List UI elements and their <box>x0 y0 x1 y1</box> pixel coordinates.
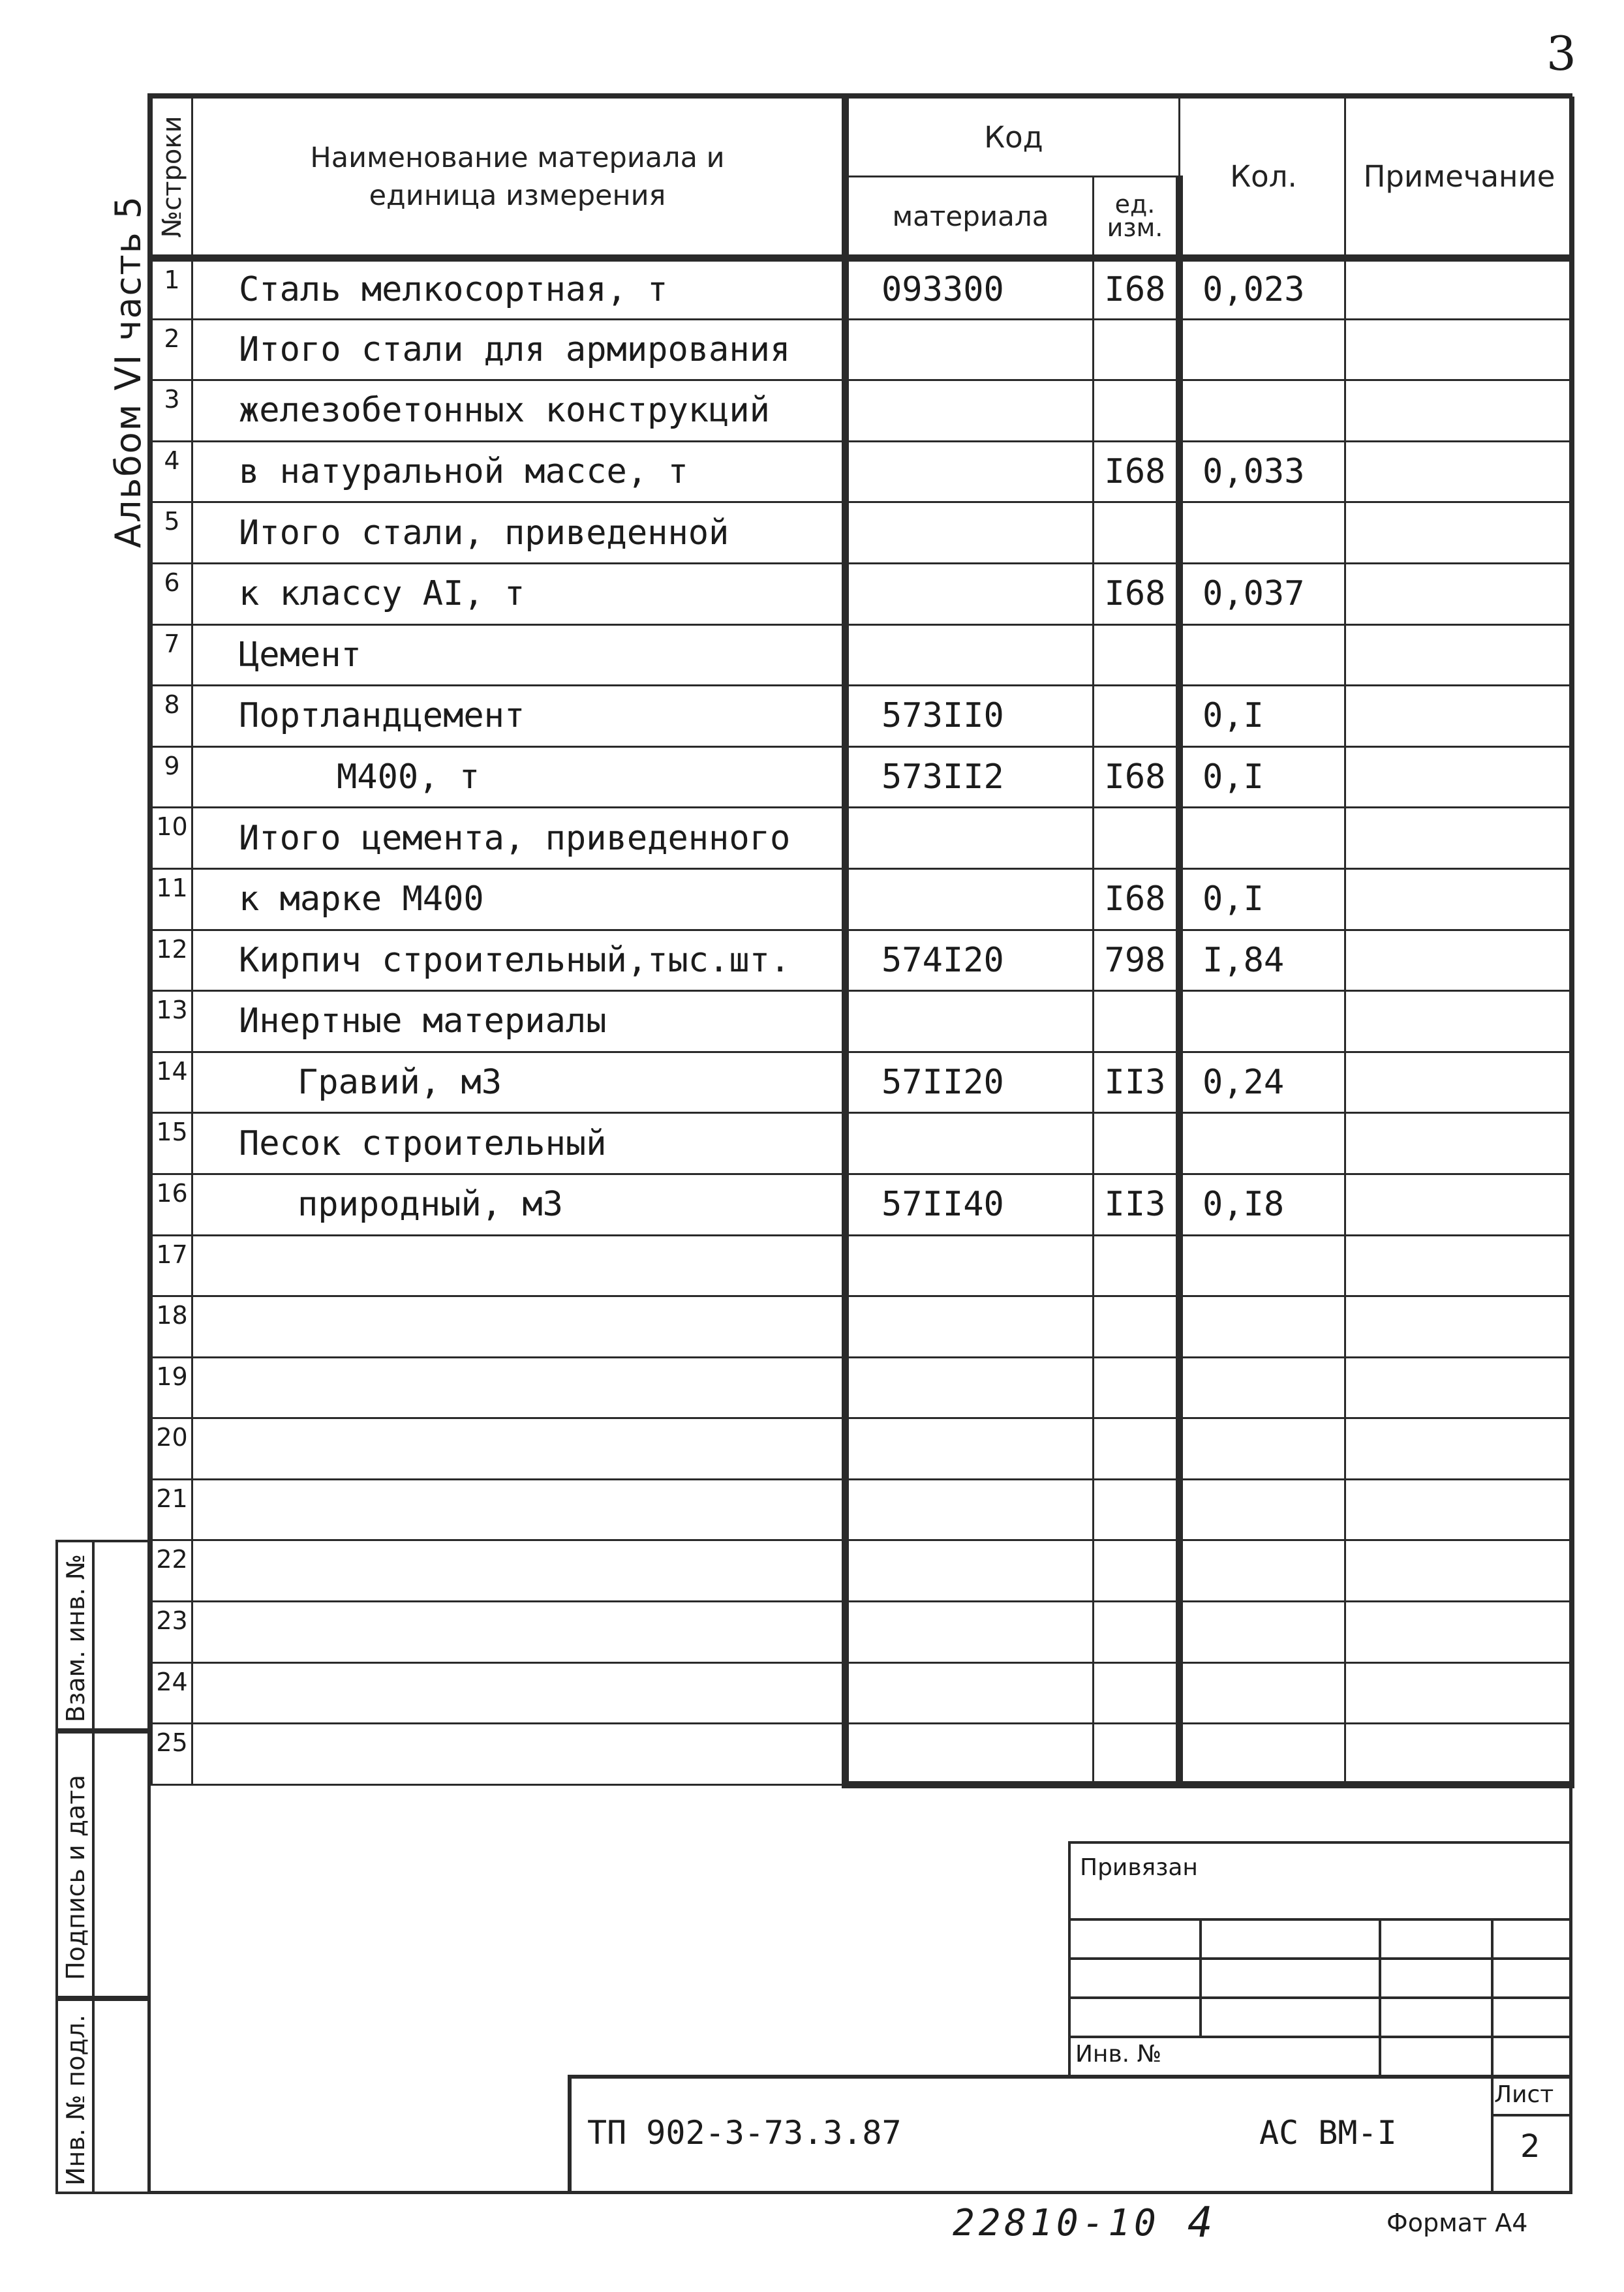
header-unit-code: ед. изм. <box>1094 177 1180 258</box>
material-name-cell <box>192 1418 846 1480</box>
table-row <box>152 808 1574 869</box>
unit-code-cell <box>1094 991 1180 1052</box>
album-label: Альбом VI часть 5 <box>108 194 149 548</box>
material-code-cell <box>846 502 1094 564</box>
unit-code-cell <box>1094 1357 1180 1418</box>
header-note: Примечание <box>1345 98 1574 258</box>
material-code-cell <box>846 1540 1094 1602</box>
header-name-line2: единица измерения <box>369 179 666 212</box>
header-material-code: материала <box>846 177 1094 258</box>
quantity-cell: 0,I <box>1180 868 1345 930</box>
row-number-cell: 24 <box>152 1662 192 1724</box>
quantity-cell: 0,023 <box>1180 258 1345 320</box>
list-number: 2 <box>1520 2128 1540 2165</box>
quantity-cell: 0,24 <box>1180 1052 1345 1113</box>
material-code-cell <box>846 1724 1094 1785</box>
note-cell <box>1345 319 1574 380</box>
header-name <box>192 98 846 258</box>
row-number-cell: 16 <box>152 1174 192 1235</box>
quantity-cell <box>1180 1418 1345 1480</box>
header-row-no: №строки <box>152 98 192 258</box>
material-code-cell <box>846 380 1094 442</box>
inv-no-label: Инв. № <box>1075 2041 1162 2068</box>
row-number-cell: 6 <box>152 563 192 624</box>
material-name-cell: Сталь мелкосортная, т <box>192 258 846 320</box>
table-row <box>152 1724 1574 1785</box>
quantity-cell <box>1180 1357 1345 1418</box>
quantity-cell <box>1180 1235 1345 1296</box>
material-code-cell <box>846 1357 1094 1418</box>
table-row <box>152 1418 1574 1480</box>
unit-code-cell <box>1094 1235 1180 1296</box>
table-row <box>152 380 1574 442</box>
row-number-cell: 20 <box>152 1418 192 1480</box>
unit-code-cell: I68 <box>1094 868 1180 930</box>
note-cell <box>1345 1296 1574 1358</box>
note-cell <box>1345 1052 1574 1113</box>
note-cell <box>1345 1357 1574 1418</box>
material-code-cell: 574I20 <box>846 930 1094 991</box>
material-name-cell <box>192 1357 846 1418</box>
unit-code-cell: I68 <box>1094 258 1180 320</box>
unit-code-cell <box>1094 1540 1180 1602</box>
note-cell <box>1345 258 1574 320</box>
table-row <box>152 1662 1574 1724</box>
table-row <box>152 1235 1574 1296</box>
material-code-cell <box>846 991 1094 1052</box>
row-number-cell: 1 <box>152 258 192 320</box>
note-cell <box>1345 1235 1574 1296</box>
header-name-line1: Наименование материала и <box>310 141 725 174</box>
note-cell <box>1345 1418 1574 1480</box>
unit-code-cell: 798 <box>1094 930 1180 991</box>
table-row <box>152 686 1574 747</box>
note-cell <box>1345 1113 1574 1174</box>
material-name-cell: Портландцемент <box>192 686 846 747</box>
table-row <box>152 624 1574 686</box>
material-name-cell: Цемент <box>192 624 846 686</box>
note-cell <box>1345 868 1574 930</box>
quantity-cell <box>1180 1724 1345 1785</box>
table-row <box>152 502 1574 564</box>
material-code-cell: 093300 <box>846 258 1094 320</box>
unit-code-cell <box>1094 1479 1180 1540</box>
material-code-cell: 573II2 <box>846 746 1094 808</box>
document-code: ТП 902-3-73.3.87 <box>587 2114 902 2152</box>
row-number-cell: 23 <box>152 1602 192 1663</box>
row-number-cell: 9 <box>152 746 192 808</box>
note-cell <box>1345 991 1574 1052</box>
note-cell <box>1345 1174 1574 1235</box>
material-name-cell: Песок строительный <box>192 1113 846 1174</box>
material-code-cell <box>846 808 1094 869</box>
table-row <box>152 1540 1574 1602</box>
row-number-cell: 14 <box>152 1052 192 1113</box>
note-cell <box>1345 746 1574 808</box>
quantity-cell: 0,037 <box>1180 563 1345 624</box>
material-name-cell: Гравий, м3 <box>192 1052 846 1113</box>
row-number-cell: 15 <box>152 1113 192 1174</box>
material-code-cell <box>846 1296 1094 1358</box>
material-name-cell: М400, т <box>192 746 846 808</box>
note-cell <box>1345 1724 1574 1785</box>
table-row <box>152 441 1574 502</box>
unit-code-cell: I68 <box>1094 563 1180 624</box>
unit-code-cell: I68 <box>1094 746 1180 808</box>
table-row <box>152 868 1574 930</box>
material-name-cell: к марке М400 <box>192 868 846 930</box>
material-name-cell: к классу AI, т <box>192 563 846 624</box>
quantity-cell <box>1180 1540 1345 1602</box>
material-code-cell <box>846 441 1094 502</box>
table-row <box>152 1052 1574 1113</box>
quantity-cell <box>1180 1602 1345 1663</box>
row-number-cell: 10 <box>152 808 192 869</box>
row-number-cell: 12 <box>152 930 192 991</box>
unit-code-cell <box>1094 1296 1180 1358</box>
quantity-cell <box>1180 1296 1345 1358</box>
header-code-group: Код <box>846 98 1180 177</box>
material-code-cell <box>846 1418 1094 1480</box>
table-row <box>152 991 1574 1052</box>
table-row <box>152 563 1574 624</box>
row-number-cell: 19 <box>152 1357 192 1418</box>
material-code-cell <box>846 1602 1094 1663</box>
material-name-cell: природный, м3 <box>192 1174 846 1235</box>
unit-code-cell <box>1094 1418 1180 1480</box>
note-cell <box>1345 1479 1574 1540</box>
material-name-cell: в натуральной массе, т <box>192 441 846 502</box>
unit-code-cell: II3 <box>1094 1052 1180 1113</box>
header-quantity: Кол. <box>1180 98 1345 258</box>
quantity-cell <box>1180 1662 1345 1724</box>
table-row <box>152 1113 1574 1174</box>
row-number-cell: 13 <box>152 991 192 1052</box>
quantity-cell: 0,I <box>1180 686 1345 747</box>
material-name-cell: железобетонных конструкций <box>192 380 846 442</box>
unit-code-cell <box>1094 1113 1180 1174</box>
row-number-cell: 8 <box>152 686 192 747</box>
unit-code-cell <box>1094 808 1180 869</box>
stamp-vzam-inv-label: Взам. инв. № <box>61 1553 90 1722</box>
archive-number: 22810-10 <box>953 2202 1160 2244</box>
list-label: Лист <box>1494 2081 1554 2108</box>
unit-code-cell <box>1094 1724 1180 1785</box>
note-cell <box>1345 686 1574 747</box>
unit-code-cell <box>1094 1662 1180 1724</box>
table-row <box>152 930 1574 991</box>
row-number-cell: 7 <box>152 624 192 686</box>
page-number: 3 <box>1546 26 1576 81</box>
table-row <box>152 319 1574 380</box>
unit-code-cell <box>1094 319 1180 380</box>
privyazan-label: Привязан <box>1080 1854 1198 1881</box>
format-label: Формат А4 <box>1387 2208 1528 2237</box>
row-number-cell: 5 <box>152 502 192 564</box>
row-number-cell: 22 <box>152 1540 192 1602</box>
note-cell <box>1345 380 1574 442</box>
row-number-cell: 3 <box>152 380 192 442</box>
material-code-cell: 573II0 <box>846 686 1094 747</box>
stamp-podpis-label: Подпись и дата <box>61 1775 90 1980</box>
note-cell <box>1345 1540 1574 1602</box>
material-name-cell: Итого стали, приведенной <box>192 502 846 564</box>
note-cell <box>1345 563 1574 624</box>
quantity-cell <box>1180 1479 1345 1540</box>
quantity-cell <box>1180 808 1345 869</box>
row-number-cell: 17 <box>152 1235 192 1296</box>
quantity-cell <box>1180 1113 1345 1174</box>
material-name-cell <box>192 1602 846 1663</box>
quantity-cell <box>1180 380 1345 442</box>
material-name-cell <box>192 1235 846 1296</box>
material-code-cell <box>846 1479 1094 1540</box>
quantity-cell <box>1180 624 1345 686</box>
material-name-cell: Инертные материалы <box>192 991 846 1052</box>
unit-code-cell: I68 <box>1094 441 1180 502</box>
material-name-cell <box>192 1479 846 1540</box>
note-cell <box>1345 624 1574 686</box>
table-row <box>152 1357 1574 1418</box>
quantity-cell: 0,I <box>1180 746 1345 808</box>
quantity-cell <box>1180 502 1345 564</box>
quantity-cell <box>1180 991 1345 1052</box>
row-number-cell: 25 <box>152 1724 192 1785</box>
material-code-cell <box>846 1235 1094 1296</box>
sheet-code: АС ВМ-I <box>1259 2114 1397 2152</box>
note-cell <box>1345 1662 1574 1724</box>
material-code-cell <box>846 563 1094 624</box>
material-code-cell <box>846 868 1094 930</box>
row-number-cell: 21 <box>152 1479 192 1540</box>
material-name-cell: Итого цемента, приведенного <box>192 808 846 869</box>
note-cell <box>1345 1602 1574 1663</box>
table-row <box>152 1479 1574 1540</box>
note-cell <box>1345 808 1574 869</box>
material-code-cell <box>846 1113 1094 1174</box>
material-code-cell <box>846 319 1094 380</box>
row-number-cell: 11 <box>152 868 192 930</box>
unit-code-cell <box>1094 686 1180 747</box>
unit-code-cell <box>1094 502 1180 564</box>
material-name-cell <box>192 1296 846 1358</box>
row-number-cell: 2 <box>152 319 192 380</box>
material-name-cell <box>192 1662 846 1724</box>
table-row <box>152 1296 1574 1358</box>
material-code-cell: 57II20 <box>846 1052 1094 1113</box>
material-name-cell: Итого стали для армирования <box>192 319 846 380</box>
unit-code-cell: II3 <box>1094 1174 1180 1235</box>
table-row <box>152 1602 1574 1663</box>
materials-table <box>151 97 1574 1788</box>
quantity-cell: I,84 <box>1180 930 1345 991</box>
row-number-cell: 4 <box>152 441 192 502</box>
material-code-cell <box>846 1662 1094 1724</box>
quantity-cell <box>1180 319 1345 380</box>
material-name-cell <box>192 1724 846 1785</box>
note-cell <box>1345 502 1574 564</box>
unit-code-cell <box>1094 624 1180 686</box>
material-name-cell: Кирпич строительный,тыс.шт. <box>192 930 846 991</box>
quantity-cell: 0,033 <box>1180 441 1345 502</box>
unit-code-cell <box>1094 1602 1180 1663</box>
material-code-cell <box>846 624 1094 686</box>
material-name-cell <box>192 1540 846 1602</box>
row-number-cell: 18 <box>152 1296 192 1358</box>
table-row <box>152 1174 1574 1235</box>
material-code-cell: 57II40 <box>846 1174 1094 1235</box>
table-row <box>152 258 1574 320</box>
quantity-cell: 0,I8 <box>1180 1174 1345 1235</box>
table-row <box>152 746 1574 808</box>
note-cell <box>1345 930 1574 991</box>
unit-code-cell <box>1094 380 1180 442</box>
handwritten-mark: 4 <box>1187 2199 1213 2247</box>
note-cell <box>1345 441 1574 502</box>
stamp-inv-podl-label: Инв. № подл. <box>61 2014 90 2186</box>
